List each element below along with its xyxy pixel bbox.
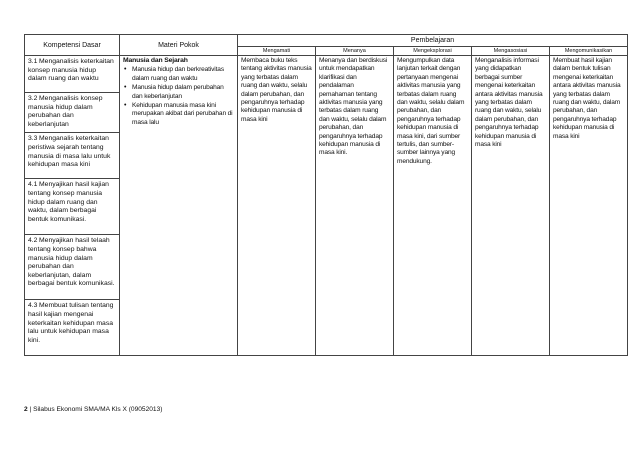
- page-footer: [24, 406, 162, 413]
- header-mengamati: Mengamati: [238, 47, 316, 56]
- header-pembelajaran: Pembelajaran: [238, 35, 628, 47]
- header-menanya: Menanya: [316, 47, 394, 56]
- kd-row: [25, 300, 120, 356]
- kd-text: Menyajikan hasil kajian tentang konsep manusia hidup dalam ruang dan waktu, dalam berbagai bentuk komunikasi.: [28, 181, 109, 223]
- kd-number: 4.2: [28, 237, 38, 245]
- kd-number: 3.1: [28, 58, 38, 65]
- mengomunikasikan-cell: Membuat hasil kajian dalam bentuk tulisan mengenai keterkaitan antara aktivitas manusia yang terbatas dalam ruang dan waktu, dalam perubahan, dan pengaruhnya terhadap kehidupan manusia di masa kini: [550, 56, 628, 356]
- mengasosiasi-cell: Menganalisis informasi yang didapatkan berbagai sumber mengenai keterkaitan antara aktivitas manusia yang terbatas dalam ruang dan waktu, selalu dalam perubahan, dan pengaruhnya terhadap kehidupan manusia di masa kini: [472, 56, 550, 356]
- kd-text: Membuat tulisan tentang hasil kajian mengenai keterkaitan kehidupan masa lalu untuk kehidupan masa kini.: [28, 302, 114, 344]
- mengeksplorasi-cell: Mengumpulkan data lanjutan terkait dengan pertanyaan mengenai aktivitas manusia yang terbatas dalam ruang dan waktu, selalu dalam perubahan, dan pengaruhnya terhadap kehidupan manusia di masa kini, dari sumber tertulis, dan sumber-sumber lainnya yang mendukung.: [394, 56, 472, 356]
- footer-separator: |: [29, 406, 32, 413]
- kd-row: [25, 235, 120, 300]
- kd-row: [25, 179, 120, 235]
- kd-number: 4.1: [28, 181, 38, 189]
- header-mengasosiasi: Mengasosiasi: [472, 47, 550, 56]
- syllabus-table: [24, 34, 628, 356]
- list-item: • Kehidupan manusia masa kini merupakan akibat dari perubahan di masa lalu: [132, 102, 234, 127]
- kd-number: 3.3: [28, 135, 38, 143]
- header-kompetensi-dasar: Kompetensi Dasar: [25, 35, 120, 56]
- header-mengomunikasikan: Mengomunikasikan: [550, 47, 628, 56]
- materi-pokok-list: [123, 66, 234, 127]
- kd-text: Menganalis keterkaitan peristiwa sejarah tentang manusia di masa lalu untuk kehidupan masa kini: [28, 135, 111, 169]
- header-mengeksplorasi: Mengeksplorasi: [394, 47, 472, 56]
- materi-pokok-cell: [120, 56, 238, 356]
- list-item: • Manusia hidup dan berkreativitas dalam ruang dan waktu: [132, 66, 234, 83]
- kd-text: Menyajikan hasil telaah tentang konsep bahwa manusia hidup dalam perubahan dan keberlanjutan, dalam berbagai bentuk komunikasi.: [28, 237, 115, 288]
- kd-row: [25, 93, 120, 133]
- footer-title: Silabus Ekonomi SMA/MA Kls X (09052013): [33, 406, 163, 413]
- kd-row: [25, 133, 120, 179]
- kd-text: Menganalisis konsep manusia hidup dalam perubahan dan keberlanjutan: [28, 95, 103, 128]
- kd-row: [25, 56, 120, 93]
- mengamati-cell: Membaca buku teks tentang aktivitas manusia yang terbatas dalam ruang dan waktu, selalu dalam perubahan, dan pengaruhnya terhadap kehidupan manusia di masa kini: [238, 56, 316, 356]
- kd-number: 4.3: [28, 302, 38, 310]
- header-materi-pokok: Materi Pokok: [120, 35, 238, 56]
- menanya-cell: Menanya dan berdiskusi untuk mendapatkan klarifikasi dan pendalaman pemahaman tentang aktivitas manusia yang terbatas dalam ruang dan waktu, selalu dalam perubahan, dan pengaruhnya terhadap kehidupan manusia di masa kini.: [316, 56, 394, 356]
- materi-pokok-title: Manusia dan Sejarah: [123, 57, 188, 64]
- page-number: 2: [24, 406, 28, 413]
- kd-number: 3.2: [28, 95, 38, 102]
- kd-text: Menganalisis keterkaitan konsep manusia hidup dalam ruang dan waktu: [28, 58, 114, 83]
- list-item: • Manusia hidup dalam perubahan dan keberlanjutan: [132, 84, 234, 101]
